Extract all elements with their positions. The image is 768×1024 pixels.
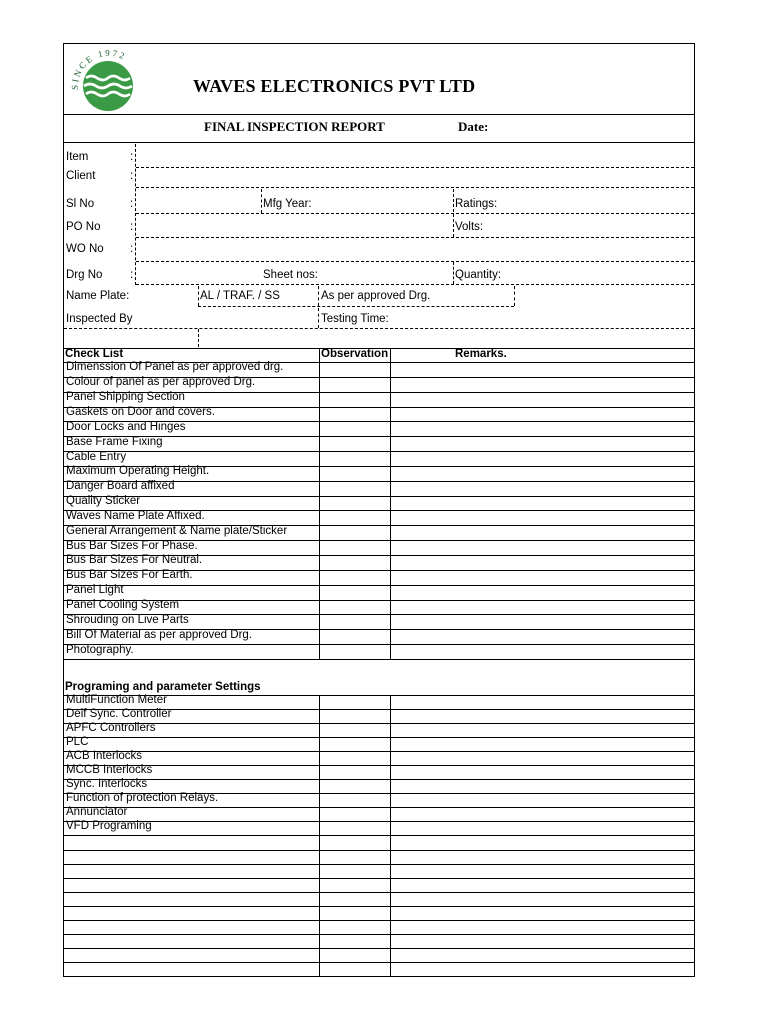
programming-row-label: APFC Controllers — [66, 722, 156, 735]
remarks-cell[interactable] — [391, 921, 694, 934]
observation-cell[interactable] — [320, 780, 389, 793]
remarks-cell[interactable] — [391, 541, 694, 555]
observation-cell[interactable] — [320, 512, 389, 526]
checklist-row-label: Maximum Operating Height. — [66, 465, 210, 478]
observation-cell[interactable] — [320, 808, 389, 821]
checklist-row-label: Dimenssion Of Panel as per approved drg. — [66, 361, 284, 374]
observation-cell[interactable] — [320, 586, 389, 600]
remarks-cell[interactable] — [391, 794, 694, 807]
observation-cell[interactable] — [320, 766, 389, 779]
programming-row-label: MCCB Interlocks — [66, 764, 153, 777]
remarks-cell[interactable] — [391, 482, 694, 496]
remarks-cell[interactable] — [391, 378, 694, 392]
observation-cell[interactable] — [320, 601, 389, 615]
programming-row — [64, 850, 694, 864]
remarks-cell[interactable] — [391, 963, 694, 976]
checklist-row — [64, 644, 694, 659]
programming-row-label: Function of protection Relays. — [66, 792, 219, 805]
observation-cell[interactable] — [320, 949, 389, 962]
remarks-cell[interactable] — [391, 556, 694, 570]
column-divider — [390, 695, 391, 976]
observation-cell[interactable] — [320, 935, 389, 948]
logo-waves-icon — [70, 46, 146, 116]
observation-cell[interactable] — [320, 822, 389, 835]
observation-cell[interactable] — [320, 738, 389, 751]
column-divider — [319, 362, 320, 659]
checklist-row-label: General Arrangement & Name plate/Sticker — [66, 524, 288, 537]
sl-no-label: Sl No — [66, 198, 95, 210]
programming-row — [64, 920, 694, 934]
company-name: WAVES ELECTRONICS PVT LTD — [193, 76, 476, 96]
checklist-row-label: Photography. — [66, 643, 134, 656]
remarks-cell[interactable] — [391, 645, 694, 659]
company-logo — [70, 46, 146, 116]
programming-row — [64, 892, 694, 906]
checklist-row-label: Panel Light — [66, 584, 124, 597]
wo-no-label: WO No — [66, 243, 104, 255]
programming-row-label: MultiFunction Meter — [66, 694, 167, 707]
observation-cell[interactable] — [320, 526, 389, 540]
observation-cell[interactable] — [320, 696, 389, 709]
observation-cell[interactable] — [320, 571, 389, 585]
remarks-cell[interactable] — [391, 422, 694, 436]
checklist-row-label: Cable Entry — [66, 450, 127, 463]
mfg-year-label: Mfg Year: — [263, 198, 312, 210]
row-divider — [64, 659, 694, 660]
remarks-cell[interactable] — [391, 738, 694, 751]
checklist-header: Check List — [65, 348, 124, 360]
programming-row — [64, 934, 694, 948]
programming-row — [64, 962, 694, 976]
remarks-cell[interactable] — [391, 879, 694, 892]
observation-cell[interactable] — [320, 851, 389, 864]
remarks-cell[interactable] — [391, 724, 694, 737]
programming-row — [64, 878, 694, 892]
remarks-cell[interactable] — [391, 696, 694, 709]
checklist-row-label: Bus Bar Sizes For Neutral. — [66, 554, 203, 567]
testing-time-label: Testing Time: — [321, 313, 389, 325]
checklist-row-label: Base Frame Fixing — [66, 435, 163, 448]
volts-label: Volts: — [455, 221, 484, 233]
remarks-cell[interactable] — [391, 615, 694, 629]
remarks-cell[interactable] — [391, 949, 694, 962]
remarks-cell[interactable] — [391, 935, 694, 948]
drg-no-label: Drg No — [66, 269, 103, 281]
programming-row-label: PLC — [66, 736, 89, 749]
client-label: Client — [66, 170, 96, 182]
colon: : — [130, 151, 134, 163]
observation-cell[interactable] — [320, 615, 389, 629]
inspected-by-label: Inspected By — [66, 313, 133, 325]
observation-cell[interactable] — [320, 393, 389, 407]
observation-cell[interactable] — [320, 907, 389, 920]
programming-row-label: Annunciator — [66, 806, 128, 819]
programming-row-label: Sync. Interlocks — [66, 778, 148, 791]
observation-cell[interactable] — [320, 963, 389, 976]
colon: : — [130, 269, 134, 281]
observation-cell[interactable] — [320, 865, 389, 878]
remarks-cell[interactable] — [391, 808, 694, 821]
column-divider — [319, 695, 320, 976]
programming-row-label: ACB Interlocks — [66, 750, 143, 763]
observation-cell[interactable] — [320, 752, 389, 765]
observation-cell[interactable] — [320, 378, 389, 392]
quantity-label: Quantity: — [455, 269, 502, 281]
checklist-row-label: Bill Of Material as per approved Drg. — [66, 628, 252, 641]
item-label: Item — [66, 151, 89, 163]
observation-cell[interactable] — [320, 893, 389, 906]
remarks-cell[interactable] — [391, 766, 694, 779]
checklist-row-label: Gaskets on Door and covers. — [66, 405, 215, 418]
observation-cell[interactable] — [320, 921, 389, 934]
sheet-nos-label: Sheet nos: — [263, 269, 318, 281]
as-per-drg-label: As per approved Drg. — [321, 290, 431, 302]
po-no-label: PO No — [66, 221, 101, 233]
programming-row — [64, 836, 694, 850]
remarks-header: Remarks. — [455, 348, 507, 360]
programming-row-label: Deif Sync. Controller — [66, 708, 172, 721]
remarks-cell[interactable] — [391, 393, 694, 407]
remarks-cell[interactable] — [391, 822, 694, 835]
colon: : — [130, 198, 134, 210]
observation-cell[interactable] — [320, 794, 389, 807]
checklist-row-label: Waves Name Plate Affixed. — [66, 509, 205, 522]
remarks-cell[interactable] — [391, 710, 694, 723]
programming-row — [64, 948, 694, 962]
remarks-cell[interactable] — [391, 512, 694, 526]
checklist-row-label: Bus Bar Sizes For Earth. — [66, 569, 193, 582]
programming-row — [64, 906, 694, 920]
remarks-cell[interactable] — [391, 893, 694, 906]
logo-text: SINCE 1972 — [70, 47, 129, 91]
colon: : — [130, 243, 134, 255]
column-divider — [390, 348, 391, 362]
remarks-cell[interactable] — [391, 630, 694, 644]
remarks-cell[interactable] — [391, 907, 694, 920]
remarks-cell[interactable] — [391, 586, 694, 600]
observation-cell[interactable] — [320, 408, 389, 422]
inspection-report-sheet — [63, 43, 695, 977]
checklist-row-label: Quality Sticker — [66, 495, 141, 508]
remarks-cell[interactable] — [391, 837, 694, 850]
row-divider — [64, 976, 694, 977]
remarks-cell[interactable] — [391, 437, 694, 451]
programming-row-label: VFD Programing — [66, 820, 152, 833]
observation-cell[interactable] — [320, 437, 389, 451]
observation-cell[interactable] — [320, 452, 389, 466]
remarks-cell[interactable] — [391, 467, 694, 481]
checklist-row-label: Door Locks and Hinges — [66, 420, 186, 433]
remarks-cell[interactable] — [391, 408, 694, 422]
programming-row — [64, 864, 694, 878]
remarks-cell[interactable] — [391, 752, 694, 765]
observation-cell[interactable] — [320, 724, 389, 737]
ratings-label: Ratings: — [455, 198, 498, 210]
programming-heading: Programing and parameter Settings — [65, 681, 261, 693]
report-title: FINAL INSPECTION REPORT — [204, 119, 385, 134]
observation-cell[interactable] — [320, 879, 389, 892]
remarks-cell[interactable] — [391, 780, 694, 793]
observation-cell[interactable] — [320, 467, 389, 481]
name-plate-label: Name Plate: — [66, 290, 130, 302]
remarks-cell[interactable] — [391, 452, 694, 466]
checklist-row-label: Panel Shipping Section — [66, 391, 185, 404]
date-label: Date: — [458, 119, 489, 134]
colon: : — [130, 221, 134, 233]
observation-cell[interactable] — [320, 541, 389, 555]
remarks-cell[interactable] — [391, 851, 694, 864]
remarks-cell[interactable] — [391, 601, 694, 615]
column-divider — [319, 348, 320, 362]
observation-cell[interactable] — [320, 482, 389, 496]
column-divider — [390, 362, 391, 659]
checklist-row-label: Panel Cooling System — [66, 599, 180, 612]
observation-cell[interactable] — [320, 422, 389, 436]
remarks-cell[interactable] — [391, 526, 694, 540]
observation-cell[interactable] — [320, 837, 389, 850]
observation-cell[interactable] — [320, 630, 389, 644]
checklist-row-label: Bus Bar Sizes For Phase. — [66, 539, 198, 552]
observation-cell[interactable] — [320, 710, 389, 723]
remarks-cell[interactable] — [391, 363, 694, 377]
name-plate-types: AL / TRAF. / SS — [200, 290, 280, 302]
remarks-cell[interactable] — [391, 571, 694, 585]
checklist-row-label: Shrouding on Live Parts — [66, 613, 189, 626]
observation-cell[interactable] — [320, 556, 389, 570]
observation-header: Observation — [321, 348, 389, 360]
remarks-cell[interactable] — [391, 497, 694, 511]
checklist-row-label: Colour of panel as per approved Drg. — [66, 376, 256, 389]
observation-cell[interactable] — [320, 645, 389, 659]
programming-row — [64, 821, 694, 835]
remarks-cell[interactable] — [391, 865, 694, 878]
colon: : — [130, 170, 134, 182]
observation-cell[interactable] — [320, 363, 389, 377]
observation-cell[interactable] — [320, 497, 389, 511]
checklist-row-label: Danger Board affixed — [66, 480, 175, 493]
